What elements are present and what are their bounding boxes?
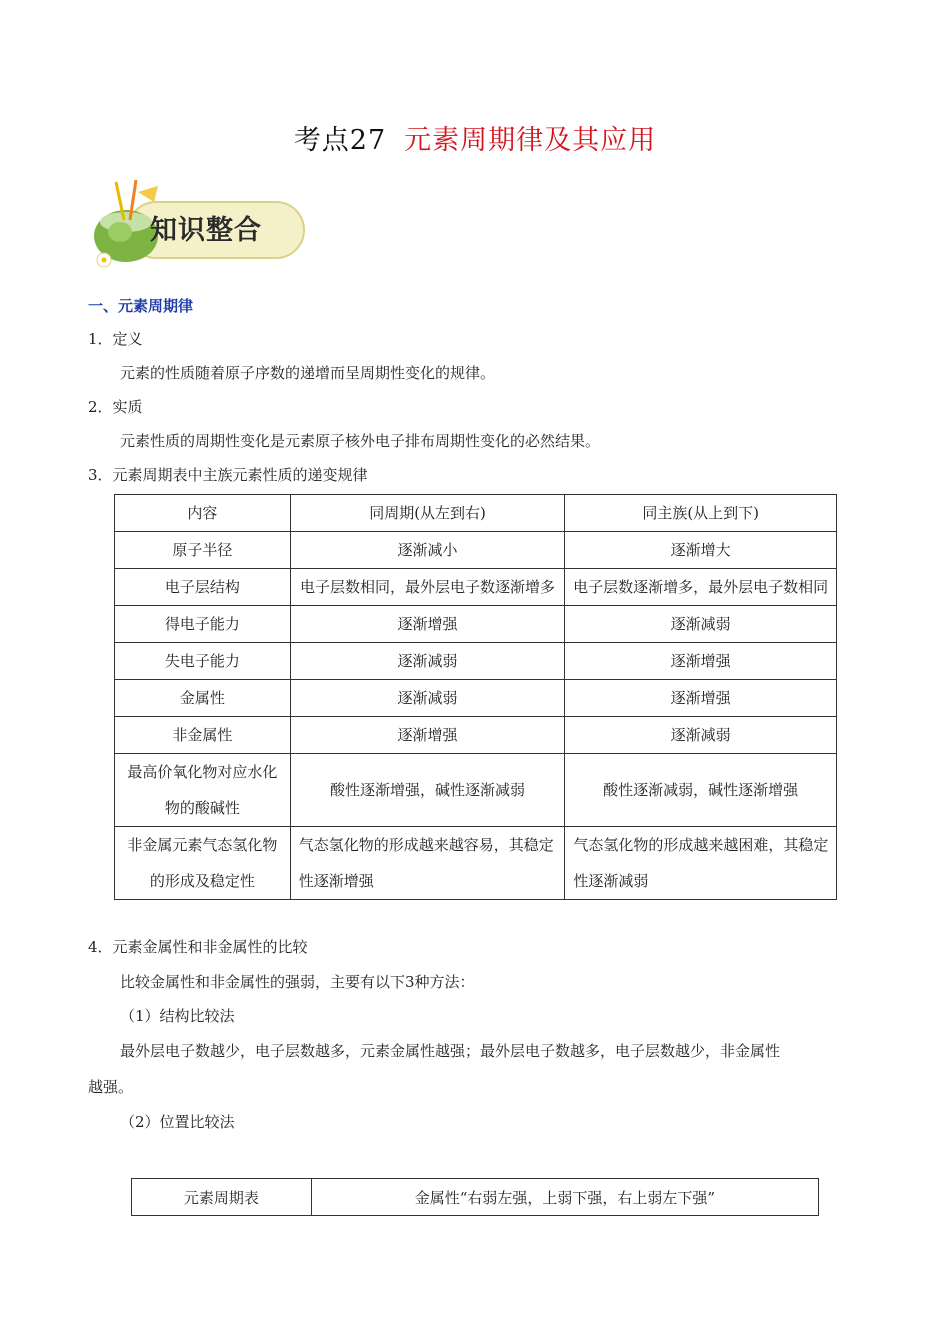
table-cell: 逐渐减弱: [290, 643, 565, 680]
table-cell: 逐渐增强: [565, 643, 837, 680]
table-cell: 逐渐增强: [565, 680, 837, 717]
table-row: [115, 569, 837, 606]
title-main: 元素周期律及其应用: [404, 125, 657, 156]
header-cell: 同周期(从左到右): [290, 495, 565, 532]
table-cell: 酸性逐渐减弱，碱性逐渐增强: [565, 754, 837, 827]
periodic-rules-table: [114, 494, 837, 900]
table-cell: 气态氢化物的形成越来越容易，其稳定性逐渐增强: [290, 827, 565, 900]
page-title: [0, 118, 950, 157]
method1-line2: 越强。: [88, 1078, 134, 1096]
table-cell: 得电子能力: [115, 606, 291, 643]
item4-intro: 比较金属性和非金属性的强弱，主要有以下3种方法：: [120, 973, 475, 991]
table-cell: 酸性逐渐增强，碱性逐渐减弱: [290, 754, 565, 827]
table-cell: 最高价氧化物对应水化物的酸碱性: [115, 754, 291, 827]
table-cell: 原子半径: [115, 532, 291, 569]
table-cell: 失电子能力: [115, 643, 291, 680]
table-cell: 电子层数相同，最外层电子数逐渐增多: [290, 569, 565, 606]
table-cell: 逐渐减弱: [565, 717, 837, 754]
item4-label: 4．元素金属性和非金属性的比较: [88, 938, 308, 956]
table-row: [115, 643, 837, 680]
table-row: [132, 1179, 819, 1216]
title-prefix: 考点27: [293, 125, 387, 156]
section-heading: 一、元素周期律: [88, 297, 194, 315]
method2-label: （2）位置比较法: [120, 1113, 235, 1131]
table-row: [115, 680, 837, 717]
table-cell: 逐渐减弱: [565, 606, 837, 643]
item2-label: 2．实质: [88, 398, 143, 416]
item3-label: 3．元素周期表中主族元素性质的递变规律: [88, 466, 368, 484]
badge-label: 知识整合: [150, 215, 262, 246]
item1-text: 元素的性质随着原子序数的递增而呈周期性变化的规律。: [120, 364, 496, 382]
table-cell: 逐渐增大: [565, 532, 837, 569]
table-row: [115, 827, 837, 900]
table-cell: 逐渐减弱: [290, 680, 565, 717]
table-cell: 金属性“右弱左强，上弱下强，右上弱左下强”: [311, 1179, 818, 1216]
item2-text: 元素性质的周期性变化是元素原子核外电子排布周期性变化的必然结果。: [120, 432, 601, 450]
table-cell: 非金属性: [115, 717, 291, 754]
table-header-row: [115, 495, 837, 532]
table-cell: 逐渐增强: [290, 717, 565, 754]
method1-line1: 最外层电子数越少，电子层数越多，元素金属性越强；最外层电子数越多，电子层数越少，非金属性: [120, 1042, 781, 1060]
table-cell: 气态氢化物的形成越来越困难，其稳定性逐渐减弱: [565, 827, 837, 900]
table-cell: 金属性: [115, 680, 291, 717]
header-cell: 同主族(从上到下): [565, 495, 837, 532]
table-cell: 逐渐减小: [290, 532, 565, 569]
table-cell: 电子层数逐渐增多，最外层电子数相同: [565, 569, 837, 606]
item1-label: 1．定义: [88, 330, 143, 348]
table-cell: 非金属元素气态氢化物的形成及稳定性: [115, 827, 291, 900]
table-row: [115, 754, 837, 827]
position-table: [131, 1178, 819, 1216]
table-row: [115, 717, 837, 754]
table-row: [115, 606, 837, 643]
table-cell: 元素周期表: [132, 1179, 312, 1216]
table-row: [115, 532, 837, 569]
method1-label: （1）结构比较法: [120, 1007, 235, 1025]
header-cell: 内容: [115, 495, 291, 532]
table-cell: 电子层结构: [115, 569, 291, 606]
table-cell: 逐渐增强: [290, 606, 565, 643]
